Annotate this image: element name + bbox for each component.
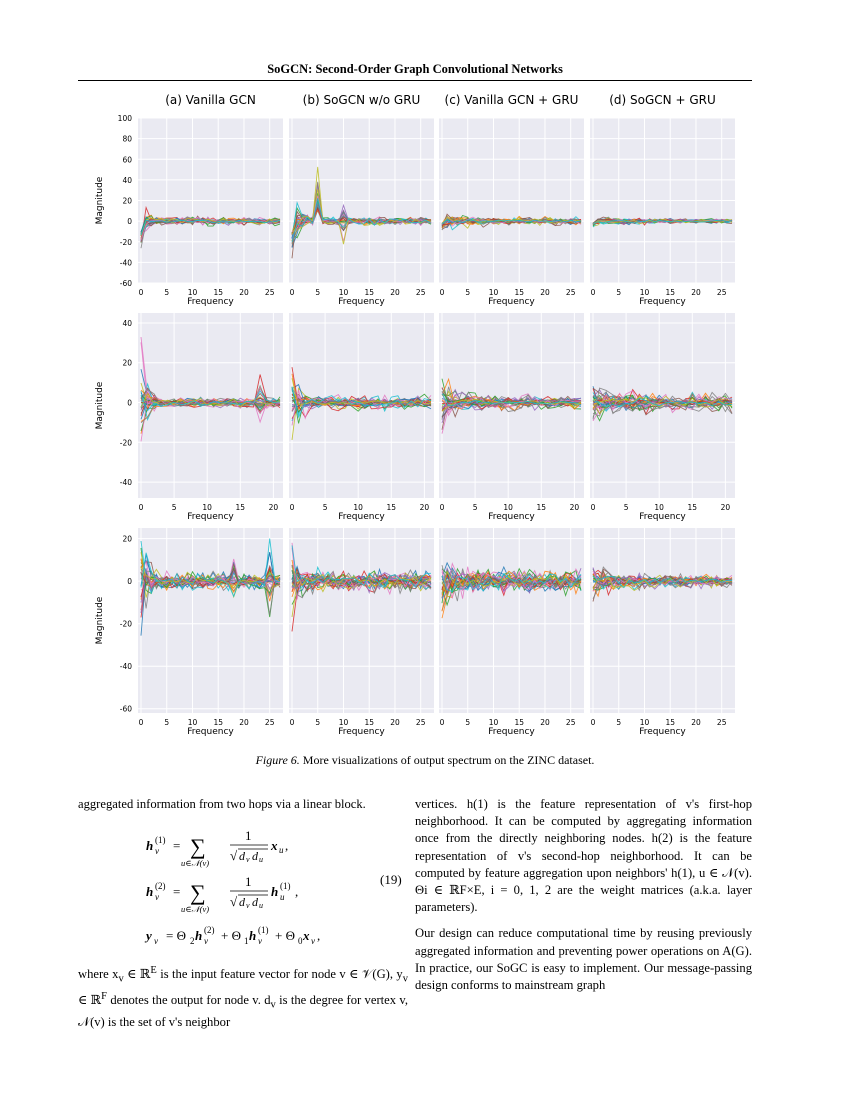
svg-text:x: x — [271, 838, 278, 853]
x-tick-label: 15 — [235, 503, 246, 512]
svg-text:√: √ — [230, 848, 238, 863]
svg-text:d: d — [239, 895, 245, 909]
x-tick-label: 25 — [415, 288, 426, 297]
x-tick-label: 0 — [439, 718, 445, 727]
y-tick-label: -60 — [119, 279, 132, 288]
x-tick-label: 10 — [202, 503, 212, 512]
x-axis-label: Frequency — [187, 727, 234, 737]
x-axis-label: Frequency — [488, 297, 535, 307]
svg-text:+ Θ: + Θ — [221, 928, 241, 943]
svg-text:= Θ: = Θ — [166, 928, 186, 943]
svg-text:u∈𝒩(v): u∈𝒩(v) — [181, 904, 210, 914]
x-tick-label: 10 — [338, 718, 349, 727]
y-tick-label: 40 — [122, 318, 132, 328]
x-axis-label: Frequency — [639, 512, 686, 522]
x-tick-label: 20 — [268, 503, 279, 512]
x-tick-label: 5 — [616, 718, 622, 727]
y-axis-label: Magnitude — [95, 381, 105, 430]
x-tick-label: 10 — [654, 503, 664, 512]
x-tick-label: 20 — [691, 288, 701, 297]
svg-text:h: h — [195, 928, 203, 943]
x-tick-label: 0 — [590, 503, 596, 512]
svg-text:v: v — [246, 855, 250, 864]
x-axis-label: Frequency — [187, 297, 234, 307]
x-axis-label: Frequency — [338, 727, 385, 737]
x-tick-label: 20 — [691, 718, 701, 727]
spectrum-panel — [95, 528, 283, 737]
svg-text:∑: ∑ — [190, 834, 206, 859]
y-tick-label: 0 — [127, 398, 132, 408]
x-tick-label: 15 — [665, 718, 675, 727]
x-tick-label: 25 — [716, 718, 727, 727]
x-tick-label: 5 — [171, 503, 177, 512]
x-tick-label: 10 — [639, 288, 650, 297]
svg-text:v: v — [258, 936, 262, 946]
svg-text:y: y — [146, 928, 152, 943]
x-axis-label: Frequency — [187, 512, 234, 522]
svg-text:=: = — [173, 838, 181, 853]
svg-text:u: u — [259, 901, 263, 910]
x-tick-label: 5 — [472, 503, 478, 512]
x-tick-label: 20 — [540, 718, 550, 727]
x-tick-label: 15 — [514, 288, 524, 297]
x-tick-label: 15 — [213, 718, 223, 727]
svg-text:1: 1 — [245, 828, 252, 843]
x-tick-label: 20 — [720, 503, 731, 512]
column-title: (c) Vanilla GCN + GRU — [444, 93, 579, 107]
y-tick-label: 80 — [122, 134, 132, 144]
svg-text:(2): (2) — [155, 881, 166, 891]
y-tick-label: -40 — [119, 662, 132, 672]
svg-text:d: d — [252, 895, 258, 909]
x-tick-label: 5 — [164, 718, 170, 727]
svg-text:v: v — [311, 936, 315, 946]
svg-text:√: √ — [230, 894, 238, 909]
x-tick-label: 5 — [315, 718, 321, 727]
x-tick-label: 15 — [364, 288, 374, 297]
y-axis-label: Magnitude — [95, 596, 105, 645]
x-tick-label: 0 — [289, 503, 295, 512]
spectrum-panel — [95, 313, 283, 522]
svg-text:,: , — [317, 928, 321, 943]
column-title: (d) SoGCN + GRU — [609, 93, 716, 107]
x-tick-label: 25 — [264, 288, 275, 297]
svg-text:,: , — [285, 838, 289, 853]
x-tick-label: 10 — [488, 718, 499, 727]
running-header: SoGCN: Second-Order Graph Convolutional Networks — [267, 62, 563, 76]
svg-text:u∈𝒩(v): u∈𝒩(v) — [181, 858, 210, 868]
x-axis-label: Frequency — [488, 727, 535, 737]
svg-text:0: 0 — [298, 936, 303, 946]
spectrum-panel — [439, 528, 584, 737]
svg-text:v: v — [155, 892, 159, 902]
left-intro: aggregated information from two hops via a linear block. — [78, 797, 366, 811]
x-tick-label: 0 — [138, 718, 144, 727]
x-tick-label: 20 — [239, 718, 249, 727]
svg-text:u: u — [280, 892, 285, 902]
caption-label: Figure 6. — [255, 753, 300, 767]
svg-text:u: u — [259, 855, 263, 864]
x-tick-label: 10 — [488, 288, 499, 297]
x-tick-label: 5 — [623, 503, 629, 512]
y-tick-label: 60 — [122, 155, 132, 165]
left-after-equation: where $x_v$ ∈ ℝ$^E$ is the input feature vector for node v ∈ 𝒱(G), $y_v$ ∈ ℝ$^F$ denotes the output for node v. $d_v$ is the degree for vertex v, 𝒩(v) is the set of v's neighbor — [78, 965, 408, 1029]
spectrum-panel — [289, 313, 434, 522]
svg-text:h: h — [146, 884, 154, 899]
x-tick-label: 5 — [465, 288, 471, 297]
svg-text:x: x — [303, 928, 310, 943]
y-tick-label: 20 — [122, 196, 132, 206]
x-tick-label: 15 — [364, 718, 374, 727]
y-tick-label: -60 — [119, 704, 132, 714]
svg-text:1: 1 — [244, 936, 249, 946]
x-tick-label: 10 — [187, 288, 198, 297]
x-tick-label: 5 — [616, 288, 622, 297]
x-tick-label: 0 — [289, 288, 295, 297]
svg-text:,: , — [295, 884, 299, 899]
x-tick-label: 20 — [419, 503, 430, 512]
svg-text:1: 1 — [245, 874, 252, 889]
spectrum-panel — [590, 313, 735, 522]
y-tick-label: -20 — [119, 237, 132, 247]
spectrum-panel — [289, 118, 434, 307]
svg-text:=: = — [173, 884, 181, 899]
x-tick-label: 10 — [338, 288, 349, 297]
x-axis-label: Frequency — [639, 727, 686, 737]
x-tick-label: 25 — [415, 718, 426, 727]
x-tick-label: 5 — [322, 503, 328, 512]
spectrum-panel — [439, 118, 584, 307]
y-tick-label: 20 — [122, 534, 132, 544]
svg-text:v: v — [204, 936, 208, 946]
spectrum-panel — [439, 313, 584, 522]
x-tick-label: 0 — [590, 718, 596, 727]
x-tick-label: 0 — [590, 288, 596, 297]
x-tick-label: 15 — [213, 288, 223, 297]
x-axis-label: Frequency — [488, 512, 535, 522]
x-axis-label: Frequency — [639, 297, 686, 307]
x-tick-label: 15 — [514, 718, 524, 727]
x-tick-label: 20 — [569, 503, 580, 512]
y-tick-label: -40 — [119, 258, 132, 268]
x-tick-label: 10 — [503, 503, 513, 512]
svg-text:2: 2 — [190, 936, 195, 946]
x-tick-label: 10 — [639, 718, 650, 727]
svg-text:(1): (1) — [280, 881, 291, 891]
svg-text:d: d — [252, 849, 258, 863]
y-tick-label: 100 — [117, 114, 132, 123]
svg-text:+ Θ: + Θ — [275, 928, 295, 943]
x-tick-label: 10 — [187, 718, 198, 727]
x-tick-label: 0 — [138, 288, 144, 297]
x-tick-label: 5 — [315, 288, 321, 297]
spectrum-panel — [590, 118, 735, 307]
x-tick-label: 20 — [540, 288, 550, 297]
equation-19 — [78, 818, 408, 958]
svg-text:h: h — [249, 928, 257, 943]
x-tick-label: 0 — [439, 503, 445, 512]
x-tick-label: 0 — [138, 503, 144, 512]
x-tick-label: 15 — [665, 288, 675, 297]
x-axis-label: Frequency — [338, 297, 385, 307]
x-tick-label: 25 — [716, 288, 727, 297]
svg-text:(1): (1) — [258, 925, 269, 935]
svg-text:(2): (2) — [204, 925, 215, 935]
equation-number: (19) — [380, 872, 402, 887]
x-tick-label: 0 — [289, 718, 295, 727]
caption-text: More visualizations of output spectrum on the ZINC dataset. — [299, 753, 595, 767]
svg-text:v: v — [246, 901, 250, 910]
x-tick-label: 25 — [565, 718, 576, 727]
x-tick-label: 25 — [264, 718, 275, 727]
svg-text:(1): (1) — [155, 835, 166, 845]
column-title: (b) SoGCN w/o GRU — [302, 93, 421, 107]
spectrum-panel — [590, 528, 735, 737]
spectrum-panel — [289, 528, 434, 737]
y-tick-label: 0 — [127, 577, 132, 587]
x-axis-label: Frequency — [338, 512, 385, 522]
x-tick-label: 15 — [536, 503, 547, 512]
x-tick-label: 5 — [465, 718, 471, 727]
x-tick-label: 20 — [239, 288, 249, 297]
svg-text:d: d — [239, 849, 245, 863]
svg-text:h: h — [146, 838, 154, 853]
svg-text:u: u — [279, 845, 284, 855]
column-title: (a) Vanilla GCN — [165, 93, 256, 107]
right-paragraph-2: Our design can reduce computational time by reusing previously aggregated information and preventing power operations on A(G). In practice, our SoGC is easy to implement. Our message-passing design conforms to mainstream graph — [415, 926, 752, 993]
left-column-continued — [78, 962, 408, 1040]
svg-text:h: h — [271, 884, 279, 899]
svg-text:v: v — [154, 936, 158, 946]
y-tick-label: 0 — [127, 217, 132, 227]
svg-text:v: v — [155, 846, 159, 856]
right-paragraph-1: vertices. h(1) is the feature representation of v's first-hop neighborhood. It can be computed by aggregating information once from the directly neighboring nodes. h(2) is the feature representation of v's second-hop neighborhood. It can be computed by feature aggregation upon neighbors' h(1), u ∈ 𝒩(v). Θi ∈ ℝF×E, i = 0, 1, 2 are the weight matrices (a.k.a. layer parameters). — [415, 797, 752, 915]
x-tick-label: 0 — [439, 288, 445, 297]
spectrum-panel — [95, 114, 283, 307]
y-tick-label: 40 — [122, 175, 132, 185]
y-tick-label: -20 — [119, 438, 132, 448]
y-axis-label: Magnitude — [95, 176, 105, 225]
x-tick-label: 5 — [164, 288, 170, 297]
x-tick-label: 25 — [565, 288, 576, 297]
y-tick-label: -20 — [119, 619, 132, 629]
svg-text:∑: ∑ — [190, 880, 206, 905]
x-tick-label: 10 — [353, 503, 363, 512]
figure-caption — [0, 753, 850, 768]
right-column — [415, 796, 752, 1003]
y-tick-label: 20 — [122, 358, 132, 368]
x-tick-label: 20 — [390, 288, 400, 297]
x-tick-label: 15 — [386, 503, 397, 512]
x-tick-label: 15 — [687, 503, 698, 512]
x-tick-label: 20 — [390, 718, 400, 727]
y-tick-label: -40 — [119, 478, 132, 488]
